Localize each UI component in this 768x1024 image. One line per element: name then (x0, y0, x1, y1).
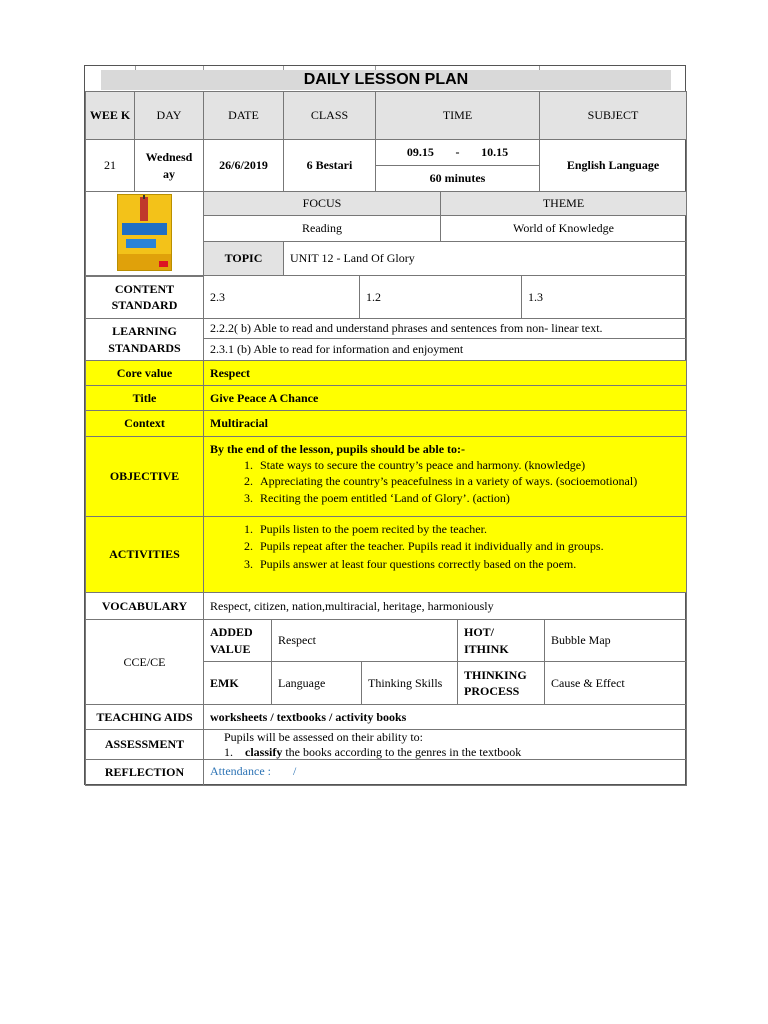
teaching-aids-label: TEACHING AIDS (85, 704, 204, 730)
activities-content (203, 516, 687, 593)
assessment-line: Pupils will be assessed on their ability to: (224, 730, 423, 744)
assessment-item: 1. classify the books according to the genres in the textbook (224, 745, 522, 759)
content-standard-1: 2.3 (203, 275, 360, 319)
time-end: 10.15 (481, 145, 509, 160)
activity-item: 1. Pupils listen to the poem recited by the teacher. (256, 521, 604, 538)
date-header: DATE (203, 91, 284, 140)
objective-intro: By the end of the lesson, pupils should be able to:- (210, 442, 466, 456)
emk-value-2: Thinking Skills (361, 661, 458, 705)
time-header: TIME (375, 91, 540, 140)
class-header: CLASS (283, 91, 376, 140)
core-value-label: Core value (85, 360, 204, 386)
thinking-process-value: Cause & Effect (544, 661, 687, 705)
content-standard-3: 1.3 (521, 275, 687, 319)
theme-value: World of Knowledge (440, 215, 687, 242)
week-header: WEE K (85, 91, 135, 140)
day-header: DAY (134, 91, 204, 140)
time-start: 09.15 (406, 145, 434, 160)
emk-label: EMK (203, 661, 272, 705)
emk-value-1: Language (271, 661, 362, 705)
objective-label: OBJECTIVE (85, 436, 204, 517)
lesson-title-value: Give Peace A Chance (203, 385, 687, 411)
attendance-slash: / (292, 764, 297, 778)
topic-value: UNIT 12 - Land Of Glory (283, 241, 687, 276)
focus-header: FOCUS (203, 191, 441, 216)
reflection-label: REFLECTION (85, 759, 204, 786)
attendance-label: Attendance : (210, 764, 271, 778)
hot-value: Bubble Map (544, 619, 687, 662)
learning-standard-2: 2.3.1 (b) Able to read for information and enjoyment (203, 338, 687, 361)
time-range (375, 139, 540, 166)
objective-item: 3. Reciting the poem entitled ‘Land of Glory’. (action) (256, 490, 637, 506)
activities-list (210, 517, 604, 573)
activities-label: ACTIVITIES (85, 516, 204, 593)
objective-item: 2. Appreciating the country’s peacefulness in a variety of ways. (socioemotional) (256, 473, 637, 489)
cce-label: CCE/CE (85, 619, 204, 705)
theme-header: THEME (440, 191, 687, 216)
teaching-aids-value: worksheets / textbooks / activity books (203, 704, 687, 730)
activity-item: 3. Pupils answer at least four questions correctly based on the poem. (256, 556, 604, 573)
topic-label: TOPIC (203, 241, 284, 276)
lesson-plan-document (84, 65, 686, 785)
date-value: 26/6/2019 (203, 139, 284, 192)
vocabulary-value: Respect, citizen, nation,multiracial, heritage, harmoniously (203, 592, 687, 620)
objective-list (210, 457, 637, 506)
reflection-value (203, 759, 687, 786)
focus-value: Reading (203, 215, 441, 242)
duration-value: 60 minutes (375, 165, 540, 192)
context-label: Context (85, 410, 204, 437)
thinking-process-label: THINKING PROCESS (457, 661, 545, 705)
textbook-cover-image (117, 194, 172, 271)
objective-content (203, 436, 687, 517)
assessment-content (203, 729, 687, 760)
time-separator: - (455, 145, 460, 160)
assessment-label: ASSESSMENT (85, 729, 204, 760)
content-standard-label: CONTENT STANDARD (85, 275, 204, 319)
learning-standard-1: 2.2.2( b) Able to read and understand phrases and sentences from non- linear text. (203, 318, 687, 339)
day-value: Wednesd ay (134, 139, 204, 192)
core-value-value: Respect (203, 360, 687, 386)
added-value-label: ADDED VALUE (203, 619, 272, 662)
week-value: 21 (85, 139, 135, 192)
document-title: DAILY LESSON PLAN (101, 70, 671, 90)
activity-item: 2. Pupils repeat after the teacher. Pupils read it individually and in groups. (256, 538, 604, 555)
vocabulary-label: VOCABULARY (85, 592, 204, 620)
content-standard-2: 1.2 (359, 275, 522, 319)
hot-label: HOT/ ITHINK (457, 619, 545, 662)
added-value-value: Respect (271, 619, 458, 662)
lesson-title-label: Title (85, 385, 204, 411)
subject-header: SUBJECT (539, 91, 687, 140)
objective-item: 1. State ways to secure the country’s peace and harmony. (knowledge) (256, 457, 637, 473)
class-value: 6 Bestari (283, 139, 376, 192)
subject-value: English Language (539, 139, 687, 192)
learning-standards-label: LEARNING STANDARDS (85, 318, 204, 361)
context-value: Multiracial (203, 410, 687, 437)
